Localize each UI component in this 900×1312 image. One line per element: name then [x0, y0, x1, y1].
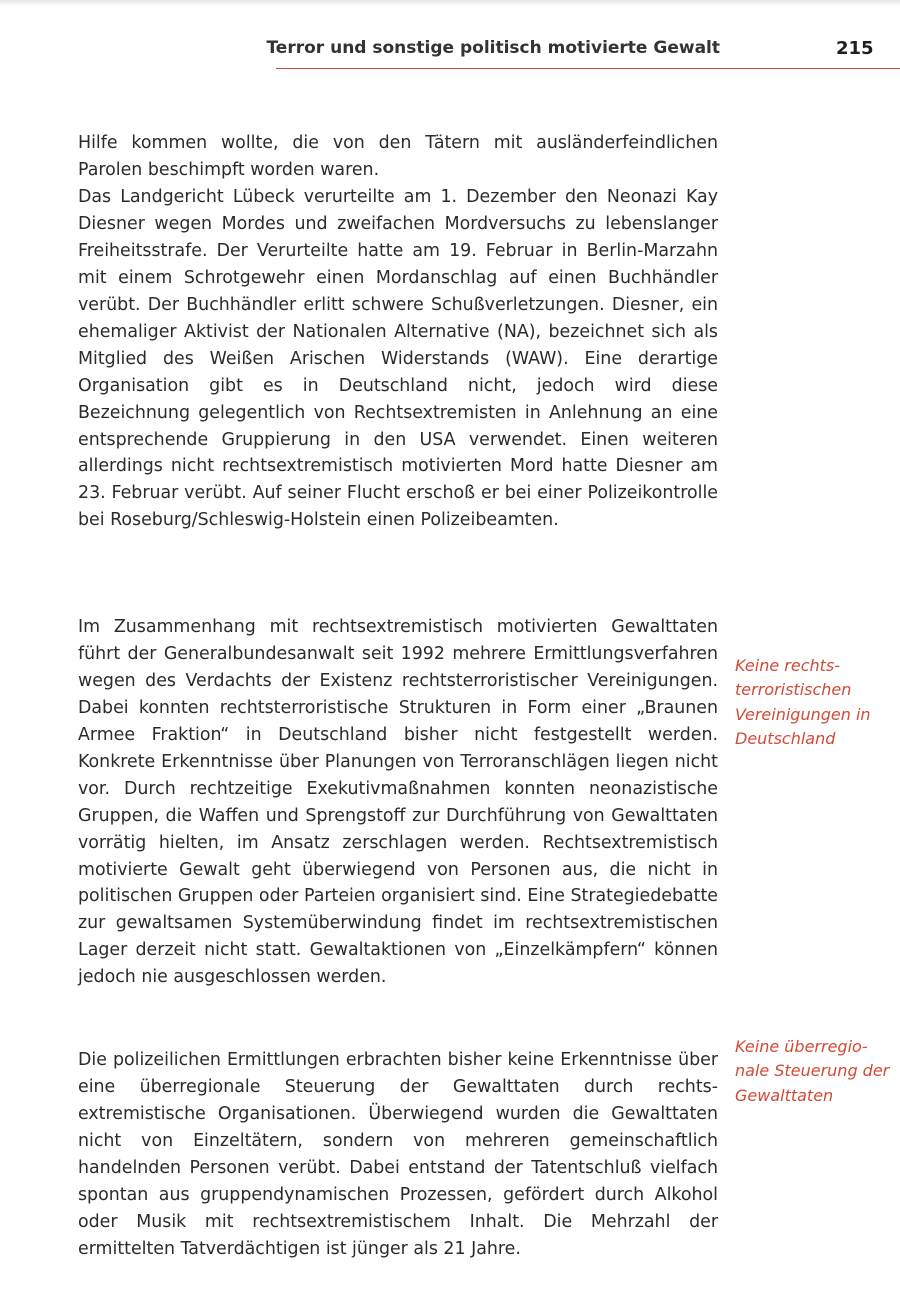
page-number: 215 — [836, 38, 874, 59]
header-rule — [276, 68, 900, 69]
body-paragraph-4: Die polizeilichen Ermittlungen erbrachten bisher keine Erkenntnisse über eine überregionale Steuerung der Gewalttaten durch rechtsextremistische Organisationen. Überwiegend wurden die Gewalttaten nicht von Einzeltätern, sondern von mehreren gemeinschaftlich handelnden Personen verübt. Dabei entstand der Tatentschluß vielfach spontan aus gruppendynamischen Prozessen, gefördert durch Alkohol oder Musik mit rechtsextremistischem Inhalt. Die Mehrzahl der ermittelten Tatverdächtigen ist jünger als 21 Jahre. — [78, 1050, 718, 1259]
body-paragraph-2: Das Landgericht Lübeck verurteilte am 1. Dezember den Neonazi Kay Diesner wegen Mordes und zweifachen Mordversuchs zu lebenslanger Freiheitsstrafe. Der Verurteilte hatte am 19. Februar in Berlin-Marzahn mit einem Schrotgewehr einen Mordanschlag auf einen Buchhändler verübt. Der Buchhändler erlitt schwere Schußverletzungen. Diesner, ein ehemaliger Aktivist der Nationalen Alternative (NA), bezeichnet sich als Mitglied des Weißen Arischen Widerstands (WAW). Eine derartige Organisation gibt es in Deutschland nicht, jedoch wird diese Bezeichnung gelegentlich von Rechtsextremisten in Anlehnung an eine entsprechende Gruppierung in den USA verwendet. Einen weiteren allerdings nicht rechtsextremistisch motivierten Mord hatte Diesner am 23. Februar verübt. Auf seiner Flucht erschoß er bei einer Polizeikontrolle bei Roseburg/Schleswig-Holstein einen Polizeibeamten. — [78, 187, 718, 531]
body-paragraph-3: Im Zusammenhang mit rechtsextremistisch motivierten Gewalttaten führt der Generalbundesanwalt seit 1992 mehrere Ermittlungsverfahren wegen des Verdachts der Existenz rechtsterroristischer Vereinigungen. Dabei konnten rechtsterroristische Strukturen in Form einer „Braunen Armee Fraktion“ in Deutschland bisher nicht festgestellt werden. Konkrete Erkenntnisse über Planungen von Terroranschlägen liegen nicht vor. Durch rechtzeitige Exekutivmaßnahmen konnten neonazistische Gruppen, die Waffen und Sprengstoff zur Durchführung von Gewalttaten vorrätig hielten, im Ansatz zerschlagen werden. Rechtsextremistisch motivierte Gewalt geht überwiegend von Personen aus, die nicht in politischen Gruppen oder Parteien organisiert sind. Eine Strategiedebatte zur gewaltsamen Systemüberwindung findet im rechtsextremistischen Lager derzeit nicht statt. Gewaltaktionen von „Einzelkämpfern“ können jedoch nie ausgeschlossen werden. — [78, 617, 718, 988]
margin-note-no-central-control: Keine überregionale Steuerung der Gewalttaten — [735, 1037, 890, 1105]
running-head-title: Terror und sonstige politisch motivierte Gewalt — [266, 38, 720, 58]
margin-note-no-terror-groups: Keine rechtsterroristischen Vereinigungen in Deutschland — [735, 656, 871, 749]
page-top-edge — [0, 0, 900, 6]
body-paragraph-1: Hilfe kommen wollte, die von den Tätern mit ausländerfeindlichen Parolen beschimpft worden waren. — [78, 133, 718, 181]
